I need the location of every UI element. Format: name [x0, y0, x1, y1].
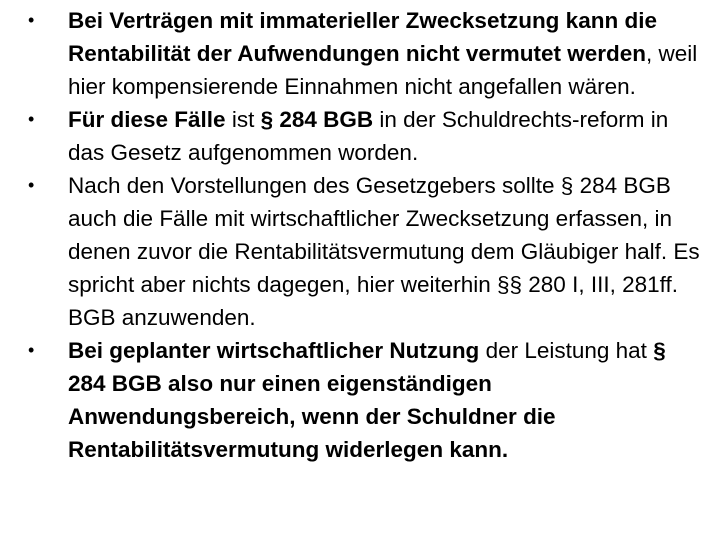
bullet-text-bold: § 284 BGB [260, 107, 374, 132]
bullet-list [0, 4, 720, 466]
bullet-text: Nach den Vorstellungen des Gesetzgebers sollte § 284 BGB auch die Fälle mit wirtschaftlicher Zwecksetzung erfassen, in denen zuvor die Rentabilitätsvermutung dem Gläubiger half. Es spricht aber nichts dagegen, hier weiterhin §§ 280 I, III, 281ff. BGB anzuwenden. [68, 173, 700, 330]
bullet-icon: • [28, 340, 35, 360]
bullet-item-3 [0, 169, 720, 334]
bullet-text: der Leistung hat [479, 338, 654, 363]
bullet-icon: • [28, 175, 35, 195]
bullet-text-bold: Bei Verträgen mit immaterieller Zwecksetzung kann die Rentabilität der Aufwendungen nicht vermutet werden [68, 8, 657, 66]
bullet-text-bold: Bei geplanter wirtschaftlicher Nutzung [68, 338, 480, 363]
bullet-item-1 [0, 4, 720, 103]
bullet-icon: • [28, 10, 35, 30]
bullet-item-2 [0, 103, 720, 169]
bullet-item-4 [0, 334, 720, 466]
bullet-text-bold: § 284 BGB also nur einen eigenständigen Anwendungsbereich, wenn der Schuldner die Rentabilitätsvermutung widerlegen kann. [68, 338, 666, 462]
bullet-text: ist [225, 107, 261, 132]
bullet-text-bold: Für diese Fälle [68, 107, 226, 132]
bullet-icon: • [28, 109, 35, 129]
bullet-text: in der Schuldrechts-reform in das Gesetz aufgenommen worden. [68, 107, 669, 165]
bullet-text: , weil hier kompensierende Einnahmen nicht angefallen wären. [68, 41, 698, 99]
